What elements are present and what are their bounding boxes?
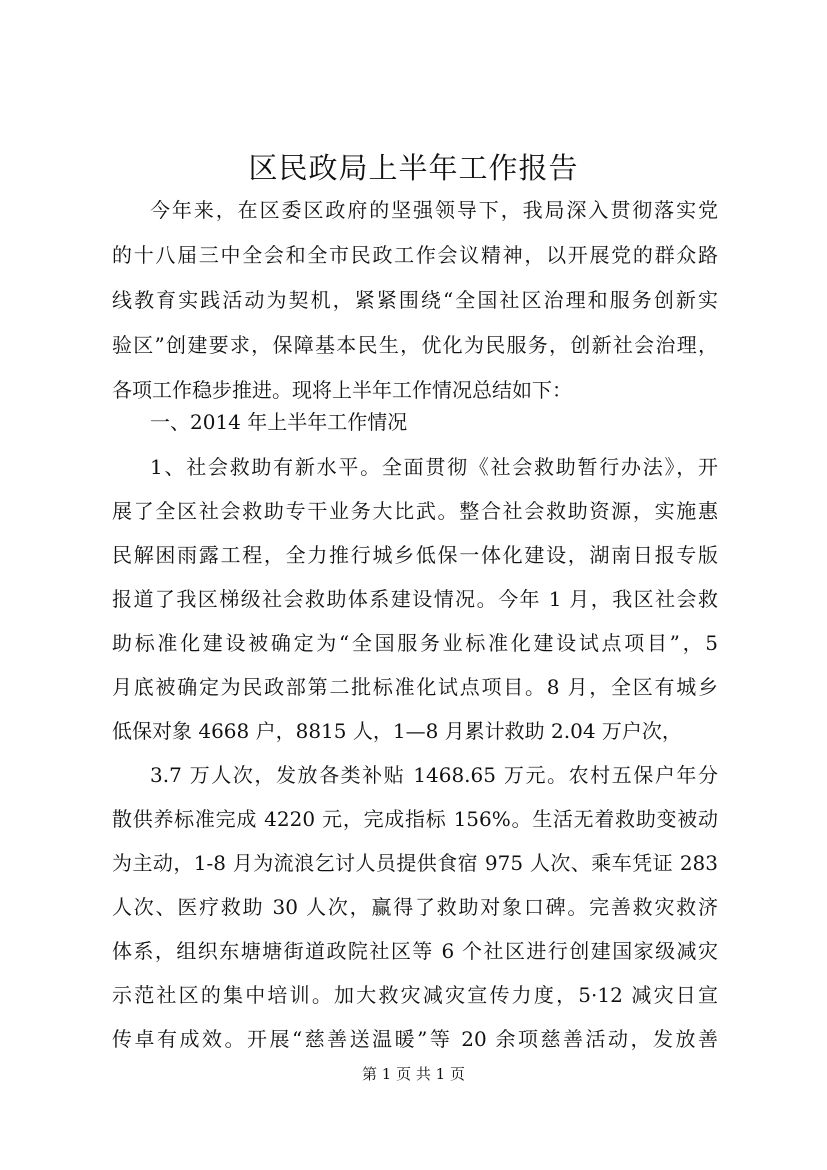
- paragraph-line: 各项工作稳步推进。现将上半年工作情况总结如下：: [112, 378, 572, 402]
- paragraph-line: 人次、医疗救助 30 人次，赢得了救助对象口碑。完善救灾救济: [112, 895, 718, 919]
- paragraph-line: 1、社会救助有新水平。全面贯彻《社会救助暂行办法》，开: [150, 455, 718, 479]
- paragraph-line: 传卓有成效。开展“慈善送温暖”等 20 余项慈善活动，发放善: [112, 1027, 718, 1051]
- paragraph-line: 展了全区社会救助专干业务大比武。整合社会救助资源，实施惠: [112, 499, 718, 523]
- paragraph-line: 助标准化建设被确定为“全国服务业标准化建设试点项目”，5: [112, 631, 718, 655]
- paragraph-line: 报道了我区梯级社会救助体系建设情况。今年 1 月，我区社会救: [112, 587, 718, 611]
- paragraph-line: 示范社区的集中培训。加大救灾减灾宣传力度，5·12 减灾日宣: [112, 983, 718, 1007]
- paragraph-line: 体系，组织东塘塘街道政院社区等 6 个社区进行创建国家级减灾: [112, 939, 718, 963]
- page-number-footer: 第 1 页 共 1 页: [362, 1065, 465, 1083]
- paragraph-line: 散供养标准完成 4220 元，完成指标 156%。生活无着救助变被动: [112, 807, 718, 831]
- paragraph-line: 线教育实践活动为契机，紧紧围绕“全国社区治理和服务创新实: [112, 288, 718, 312]
- paragraph-line: 民解困雨露工程，全力推行城乡低保一体化建设，湖南日报专版: [112, 543, 718, 567]
- section-heading: 一、2014 年上半年工作情况: [150, 410, 408, 434]
- paragraph-line: 月底被确定为民政部第二批标准化试点项目。8 月，全区有城乡: [112, 675, 718, 699]
- paragraph-line: 验区”创建要求，保障基本民生，优化为民服务，创新社会治理，: [112, 333, 718, 357]
- paragraph-line: 3.7 万人次，发放各类补贴 1468.65 万元。农村五保户年分: [150, 763, 718, 787]
- paragraph-line: 低保对象 4668 户，8815 人，1—8 月累计救助 2.04 万户次，: [112, 719, 682, 743]
- paragraph-line: 的十八届三中全会和全市民政工作会议精神，以开展党的群众路: [112, 243, 718, 267]
- document-title: 区民政局上半年工作报告: [248, 151, 579, 185]
- paragraph-line: 为主动，1-8 月为流浪乞讨人员提供食宿 975 人次、乘车凭证 283: [112, 851, 718, 875]
- paragraph-line: 今年来，在区委区政府的坚强领导下，我局深入贯彻落实党: [150, 198, 718, 222]
